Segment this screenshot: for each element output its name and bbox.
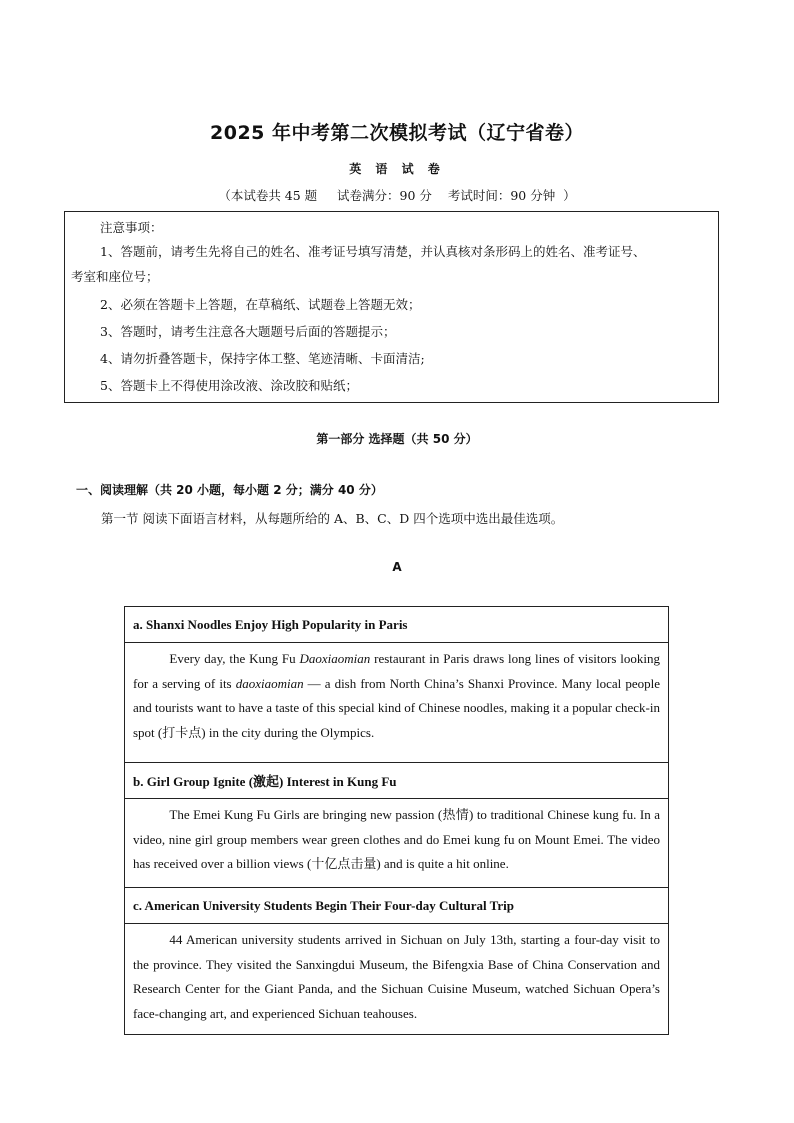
news-headline: c. American University Students Begin Their Four-day Cultural Trip — [125, 888, 669, 924]
news-body-italic: daoxiaomian — [235, 675, 304, 691]
table-row — [125, 799, 669, 888]
exam-subtitle: 英 语 试 卷 — [349, 162, 445, 176]
section-instruction: 第一节 阅读下面语言材料，从每题所给的 A、B、C、D 四个选项中选出最佳选项。 — [101, 511, 564, 526]
notice-item-4: 4、请勿折叠答题卡，保持字体工整、笔迹清晰、卡面清洁; — [100, 351, 425, 366]
table-row — [125, 643, 669, 763]
news-headline: b. Girl Group Ignite (激起) Interest in Kung Fu — [125, 763, 669, 799]
news-body-text: The Emei Kung Fu Girls are bringing new passion (热情) to traditional Chinese kung fu. In a video, nine girl group members wear green clothes and do Emei kung fu on Mount Emei. The video has received over a billion views (十亿点击量) and is quite a hit online. — [133, 807, 660, 871]
table-row — [125, 888, 669, 924]
part-title: 第一部分 选择题（共 50 分） — [316, 432, 478, 446]
table-row — [125, 924, 669, 1035]
news-body — [125, 643, 669, 763]
notice-item-3: 3、答题时，请考生注意各大题题号后面的答题提示； — [100, 324, 396, 339]
table-row — [125, 607, 669, 643]
news-body-italic: Daoxiaomian — [299, 651, 371, 666]
news-body — [125, 924, 669, 1035]
news-table — [124, 606, 669, 1035]
notice-item-1-continued: 考室和座位号； — [71, 269, 159, 284]
notice-item-2: 2、必须在答题卡上答题，在草稿纸、试题卷上答题无效； — [100, 297, 421, 312]
news-headline: a. Shanxi Noodles Enjoy High Popularity in Paris — [125, 607, 669, 643]
notice-heading: 注意事项： — [100, 220, 163, 235]
notice-item-1: 1、答题前，请考生先将自己的姓名、准考证号填写清楚，并认真核对条形码上的姓名、准考证号、 — [100, 244, 646, 259]
notice-box — [64, 211, 719, 403]
news-body-text: 44 American university students arrived in Sichuan on July 13th, starting a four-day visit to the province. They visited the Sanxingdui Museum, the Bifengxia Base of China Conservation and Research Center for the Giant Panda, and the Sichuan Cuisine Museum, watched Sichuan Opera’s face-changing art, and experienced Sichuan teahouses. — [133, 932, 660, 1021]
exam-info: （本试卷共 45 题 试卷满分：90 分 考试时间：90 分钟 ） — [218, 188, 576, 203]
news-body — [125, 799, 669, 888]
section-title: 一、阅读理解（共 20 小题，每小题 2 分；满分 40 分） — [76, 483, 383, 497]
news-body-text: — a dish from North China’s Shanxi Province. Many local people and tourists want to have a taste of this special kind of Chinese noodles, making it a popular check-in spot (打卡点) in the city during the Olympics. — [133, 675, 660, 740]
news-body-text: restaurant in Paris draws long lines of visitors looking for a serving of its — [133, 651, 660, 691]
table-row — [125, 763, 669, 799]
passage-label: A — [392, 560, 402, 574]
notice-item-5: 5、答题卡上不得使用涂改液、涂改胶和贴纸； — [100, 378, 358, 393]
exam-title: 2025 年中考第二次模拟考试（辽宁省卷） — [210, 122, 584, 144]
news-body-text: Every day, the Kung Fu — [169, 651, 300, 666]
